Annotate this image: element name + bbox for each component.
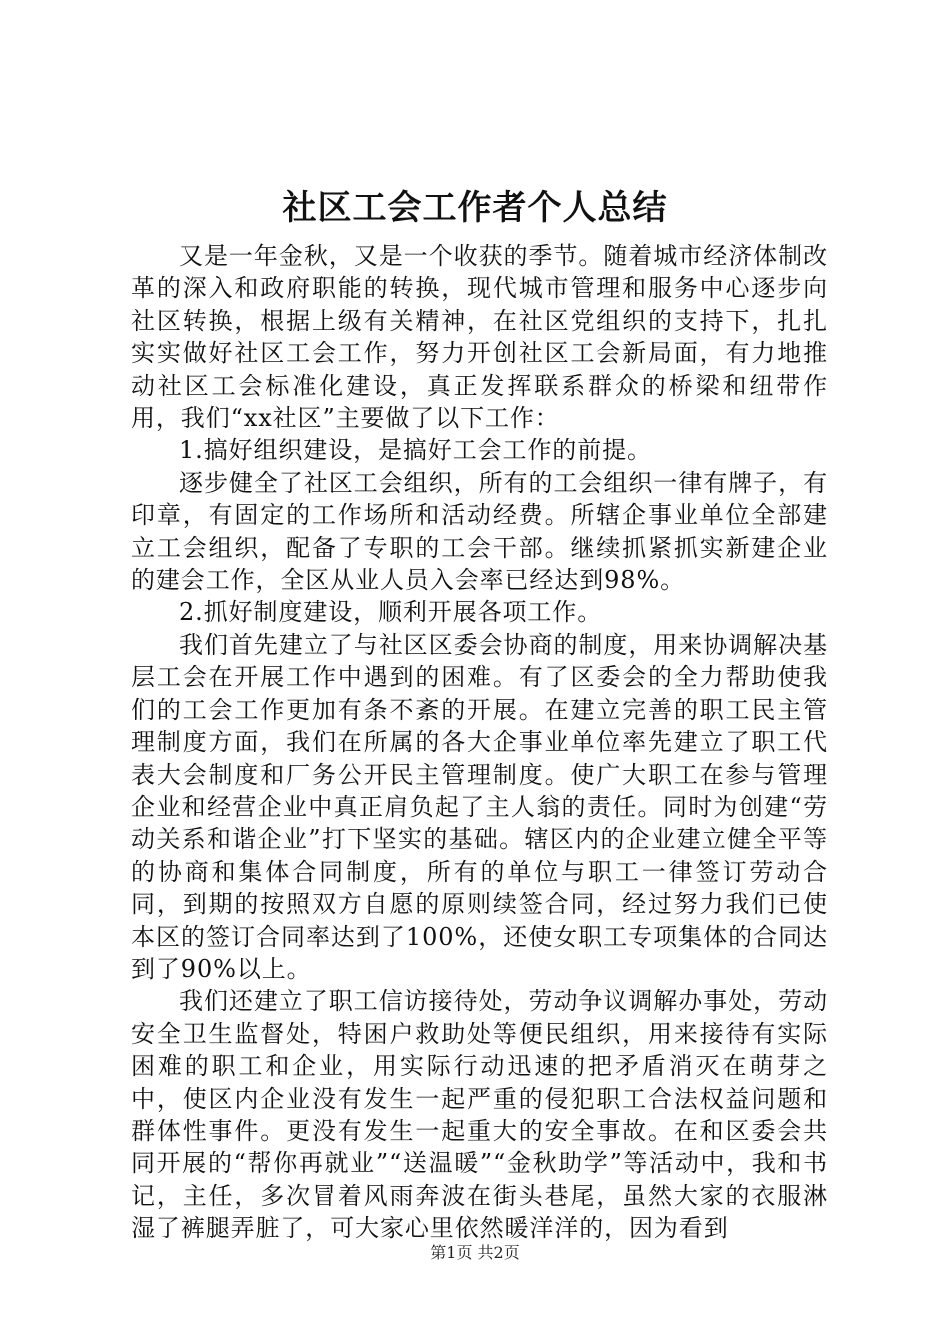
paragraph-system: 我们首先建立了与社区区委会协商的制度，用来协调解决基层工会在开展工作中遇到的困难。有了区委会的全力帮助使我们的工会工作更加有条不紊的开展。在建立完善的职工民主管理制度方面，我们在所属的各大企事业单位率先建立了职工代表大会制度和厂务公开民主管理制度。使广大职工在参与管理企业和经营企业中真正肩负起了主人翁的责任。同时为创建“劳动关系和谐企业”打下坚实的基础。辖区内的企业建立健全平等的协商和集体合同制度，所有的单位与职工一律签订劳动合同，到期的按照双方自愿的原则续签合同，经过努力我们已使本区的签订合同率达到了100%，还使女职工专项集体的合同达到了90%以上。 bbox=[131, 630, 828, 983]
paragraph-services: 我们还建立了职工信访接待处，劳动争议调解办事处，劳动安全卫生监督处，特困户救助处等便民组织，用来接待有实际困难的职工和企业，用实际行动迅速的把矛盾消灭在萌芽之中，使区内企业没有发生一起严重的侵犯职工合法权益问题和群体性事件。更没有发生一起重大的安全事故。在和区委会共同开展的“帮你再就业”“送温暖”“金秋助学”等活动中，我和书记，主任，多次冒着风雨奔波在街头巷尾，虽然大家的衣服淋湿了裤腿弄脏了，可大家心里依然暖洋洋的，因为看到 bbox=[131, 987, 828, 1243]
page-number-footer: 第1页 共2页 bbox=[430, 1243, 520, 1262]
paragraph-intro: 又是一年金秋，又是一个收获的季节。随着城市经济体制改革的深入和政府职能的转换，现代城市管理和服务中心逐步向社区转换，根据上级有关精神，在社区党组织的支持下，扎扎实实做好社区工会工作，努力开创社区工会新局面，有力地推动社区工会标准化建设，真正发挥联系群众的桥梁和纽带作用，我们“xx社区”主要做了以下工作： bbox=[131, 242, 828, 433]
paragraph-organization: 逐步健全了社区工会组织，所有的工会组织一律有牌子，有印章，有固定的工作场所和活动经费。所辖企事业单位全部建立工会组织，配备了专职的工会干部。继续抓紧抓实新建企业的建会工作，全区从业人员入会率已经达到98%。 bbox=[131, 468, 828, 595]
document-body bbox=[131, 240, 828, 1245]
section-heading-1: 1.搞好组织建设，是搞好工会工作的前提。 bbox=[179, 436, 652, 465]
section-heading-2: 2.抓好制度建设，顺利开展各项工作。 bbox=[179, 598, 603, 627]
document-title: 社区工会工作者个人总结 bbox=[282, 188, 668, 228]
